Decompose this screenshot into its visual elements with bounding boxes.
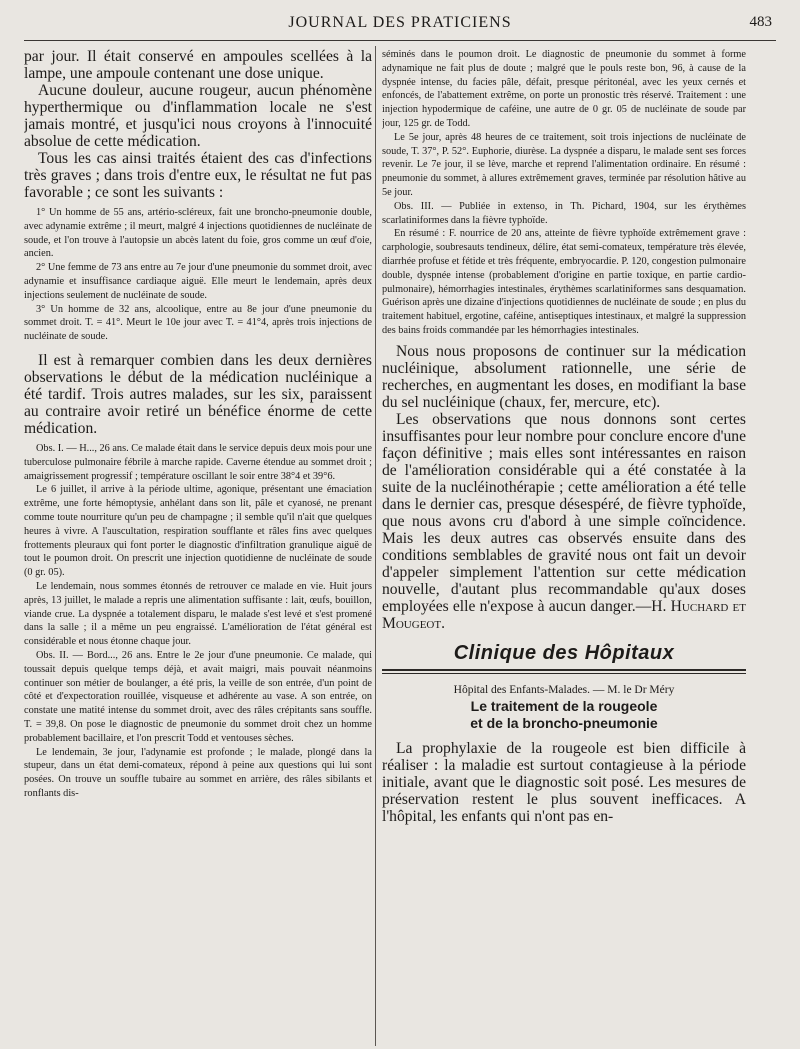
conclusion-text: Les observations que nous donnons sont certes insuffisantes pour leur nombre pour conclure encore d'une façon définitive ; mais elles sont intéressantes en raison de l'amélioration considérable qui a été constatée à la suite de la nucléinothérapie ; cette amélioration a été telle dans le dernier cas, presque désespéré, de fièvre typhoïde, que nous avons cru d'abord à une simple coïncidence. Mais les deux autres cas observés ensuite dans des conditions semblables de gravité nous ont fait un devoir d'appeler simplement l'attention sur cette médication nouvelle, d'autant plus recommandable qu'aux doses employées elle n'expose à aucun danger. xyxy=(382,410,746,615)
observation-3-intro: Obs. III. — Publiée in extenso, in Th. Pichard, 1904, sur les érythèmes scarlatiniformes dans la fièvre typhoïde. xyxy=(382,200,746,226)
author-signature: —H. Huchard et Mougeot. xyxy=(382,597,746,632)
observation-2-body: Le lendemain, 3e jour, l'adynamie est profonde ; le malade, plongé dans la stupeur, dans un état demi-comateux, répond à peine aux questions qui lui sont posées. On trouve un souffle tubaire au sommet en arrière, des râles sibilants et ronflants dis- xyxy=(24,746,372,799)
case-item: 1° Un homme de 55 ans, artério-scléreux, fait une broncho-pneumonie double, avec adynamie extrême ; il meurt, malgré 4 injections quotidiennes de nucléinate de soude, et l'on trouve à l'autopsie un abcès latent du foie, gros comme un œuf d'oie, ancien. xyxy=(24,207,372,260)
column-divider xyxy=(375,46,376,1046)
case-item: 3° Un homme de 32 ans, alcoolique, entre au 8e jour d'une pneumonie du sommet droit. T. = 41°. Meurt le 10e jour avec T. = 41°4, après trois injections de nucléinate de soude. xyxy=(24,303,372,343)
page-number: 483 xyxy=(749,14,772,30)
hospital-line: Hôpital des Enfants-Malades. — M. le Dr Méry xyxy=(453,683,675,696)
paragraph: Nous nous proposons de continuer sur la médication nucléinique, absolument rationnelle, une série de recherches, en augmentant les doses, en modifiant la base du sel nucléinique (chaux, fer, mercure, etc). xyxy=(382,342,746,411)
observation-2-continued: séminés dans le poumon droit. Le diagnostic de pneumonie du sommet à forme adynamique ne fait plus de doute ; malgré que le pouls reste bon, 96, à cause de la dyspnée intense, du facies pâle, défait, presque péritonéal, avec les yeux cernés et enfoncés, de l'abattement extrême, on porte un pronostic très réservé. Traitement : une injection hypodermique de caféine, une autre de 0 gr. 05 de nucléinate de soude par jour, 125 gr. de Todd. xyxy=(382,49,746,129)
paragraph: par jour. Il était conservé en ampoules scellées à la lampe, une ampoule contenant une dose unique. xyxy=(24,48,372,82)
observation-3-summary: En résumé : F. nourrice de 20 ans, atteinte de fièvre typhoïde extrêmement grave : carphologie, soubresauts tendineux, délire, état semi-comateux, température très élevée, diarrhée profuse et fétide et très fréquente, embryocardie. P. 120, congestion pulmonaire double, dyspnée intense (probablement d'origine en partie toxique, en partie cardio-pulmonaire), hémorrhagies intestinales, érythèmes scarlatiniformes sans desquamation. Guérison après une dizaine d'injections quotidiennes de nucléinate de soude ; en plus du traitement habituel, ergotine, caféine, antiseptiques intestinaux, et malgré la suppression des bains froids commandée par les hémorrhagies intestinales. xyxy=(382,228,746,336)
paragraph: Il est à remarquer combien dans les deux dernières observations le début de la médication nucléinique a été tardif. Trois autres malades, sur les six, paraissent au contraire avoir retiré un bénéfice énorme de cette médication. xyxy=(24,351,372,437)
left-column xyxy=(24,48,372,1038)
right-column xyxy=(382,48,746,1038)
article-title-line-1: Le traitement de la rougeole xyxy=(470,697,658,714)
conclusion-paragraph xyxy=(382,411,746,632)
page-header xyxy=(24,10,776,41)
paragraph: La prophylaxie de la rougeole est bien difficile à réaliser : la maladie est surtout contagieuse à la période initiale, avant que le diagnostic soit posé. Les mesures de préservation restent le plus souvent inefficaces. A l'hôpital, les enfants qui n'ont pas en- xyxy=(382,739,746,825)
article-title-line-2: et de la broncho-pneumonie xyxy=(470,714,658,731)
observation-1-intro: Obs. I. — H..., 26 ans. Ce malade était dans le service depuis deux mois pour une tuberculose pulmonaire fébrile à marche rapide. Caverne étendue au sommet droit ; amaigrissement progressif ; température oscillant le soir entre 38°4 et 39°6. xyxy=(24,442,372,482)
paragraph: Aucune douleur, aucune rougeur, aucun phénomène hyperthermique ou d'inflammation locale ne s'est jamais montré, et jusqu'ici nous croyons à l'innocuité absolue de cette médication. xyxy=(24,82,372,150)
observation-1-body: Le 6 juillet, il arrive à la période ultime, agonique, présentant une émaciation extrême, une forte hémoptysie, anhélant dans son lit, pâle et cyanosé, ne prenant comme toute nourriture qu'un peu de champagne ; il semble qu'il n'ait que quelques heures à vivre. A l'auscultation, respiration soufflante et râles fins avec quelques frottements pleuraux qui font porter le diagnostic d'infiltration granulique aiguë de tout le poumon droit. On prescrit une injection quotidienne de nucléinate de soude (0 gr. 05). xyxy=(24,484,372,579)
observation-1-outcome: Le lendemain, nous sommes étonnés de retrouver ce malade en vie. Huit jours après, 13 juillet, le malade a repris une alimentation suffisante : lait, œufs, bouillon, viande crue. La dyspnée a totalement disparu, le malade s'est levé et s'est promené dans la salle ; il a même un peu engraissé. L'amélioration de l'état général est considérable et nous étonne chaque jour. xyxy=(24,580,372,648)
observation-2-intro: Obs. II. — Bord..., 26 ans. Entre le 2e jour d'une pneumonie. Ce malade, qui toussait depuis quelque temps déjà, et avait maigri, mais pouvait néanmoins continuer son métier de boulanger, a été pris, la veille de son entrée, d'un point de côté et d'expectoration rouillée, visqueuse et adhérente au vase. A son entrée, on constate une matité intense du sommet droit, avec des râles crépitants sans souffle. T. = 39,8. On pose le diagnostic de pneumonie du sommet droit chez un homme probablement bacillaire, et l'on prescrit Todd et ventouses sèches. xyxy=(24,649,372,744)
section-title: Clinique des Hôpitaux xyxy=(453,641,675,664)
section-rule xyxy=(382,669,746,674)
running-title: JOURNAL DES PRATICIENS xyxy=(288,14,512,31)
observation-2-outcome: Le 5e jour, après 48 heures de ce traitement, soit trois injections de nucléinate de soude, T. 37°, P. 52°. Euphorie, diurèse. La dyspnée a disparu, le malade sent ses forces revenir. Le 7e jour, il se lève, marche et reprend l'alimentation ordinaire. En résumé : pneumonie du sommet, à allures extrêmement graves, terminée par résolution hâtive au 5e jour. xyxy=(382,131,746,198)
paragraph: Tous les cas ainsi traités étaient des cas d'infections très graves ; dans trois d'entre eux, le résultat ne fut pas favorable ; ce sont les suivants : xyxy=(24,150,372,201)
case-item: 2° Une femme de 73 ans entre au 7e jour d'une pneumonie du sommet droit, avec adynamie et insuffisance cardiaque aiguë. Elle meurt le lendemain, après deux injections seulement de nucléinate de soude. xyxy=(24,262,372,301)
